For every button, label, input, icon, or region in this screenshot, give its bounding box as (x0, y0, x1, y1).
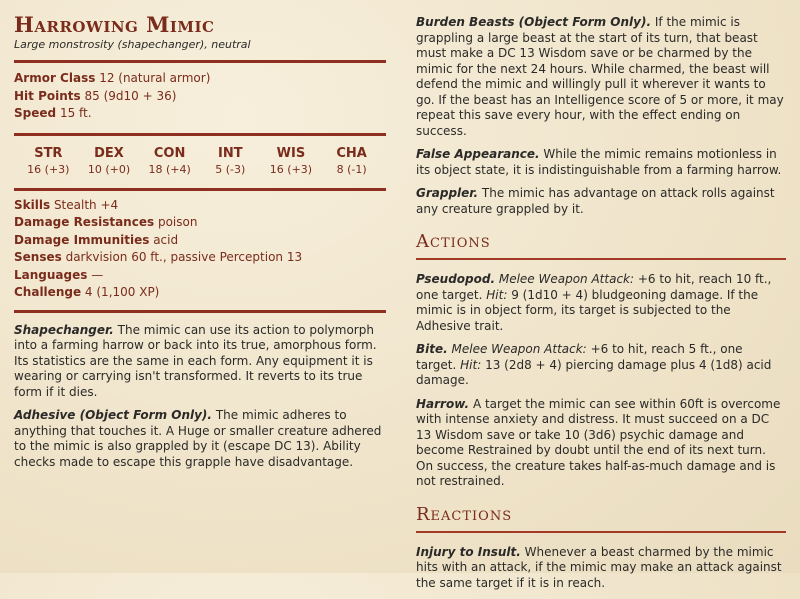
damage-resistances: Damage Resistances poison (14, 215, 198, 229)
action-pseudopod: Pseudopod. Melee Weapon Attack: +6 to hit, reach 10 ft., one target. Hit: 9 (1d10 + 4) bludgeoning damage. If the mimic is in object form, its target is subjected to the Adhesive trait. (416, 272, 772, 333)
right-column (416, 15, 786, 599)
ability-int: INT 5 (-3) (215, 145, 246, 176)
speed: Speed 15 ft. (14, 106, 92, 120)
ability-dex: DEX 10 (+0) (87, 145, 131, 176)
monster-name: Harrowing Mimic (14, 12, 215, 37)
damage-immunities: Damage Immunities acid (14, 232, 179, 247)
challenge: Challenge 4 (1,100 XP) (14, 285, 160, 299)
ability-str: STR 16 (+3) (27, 145, 70, 176)
reaction-injury-to-insult: Injury to Insult. Whenever a beast charmed by the mimic hits with an attack, if the mimic may make an attack against the same target if it is in reach. (416, 544, 782, 590)
divider (14, 133, 386, 136)
ability-wis: WIS 16 (+3) (269, 145, 313, 176)
hit-points: Hit Points 85 (9d10 + 36) (14, 88, 177, 103)
armor-class: Armor Class 12 (natural armor) (14, 71, 211, 85)
ability-cha: CHA 8 (-1) (336, 145, 367, 176)
monster-type: Large monstrosity (shapechanger), neutral (14, 38, 251, 51)
trait-grappler: Grappler. The mimic has advantage on attack rolls against any creature grappled by it. (416, 186, 775, 216)
divider (14, 188, 386, 191)
trait-burden-beasts: Burden Beasts (Object Form Only). If the mimic is grappling a large beast at the start of its turn, that beast must make a DC 13 Wisdom save or be charmed by the mimic for the next 24 hours. While charmed, the beast will defend the mimic and willingly pull it wherever it wants to go. If the beast has an Intelligence score of 5 or more, it may repeat this save every hour, with the effect ending on success. (416, 15, 784, 138)
reactions-heading: Reactions (416, 504, 786, 533)
action-bite: Bite. Melee Weapon Attack: +6 to hit, reach 5 ft., one target. Hit: 13 (2d8 + 4) piercing damage plus 4 (1d8) acid damage. (416, 342, 772, 387)
ability-con: CON 18 (+4) (148, 145, 191, 176)
trait-false-appearance: False Appearance. While the mimic remains motionless in its object state, it is indistinguishable from a farming harrow. (416, 147, 782, 177)
left-column (14, 0, 386, 478)
ability-scores (14, 146, 386, 178)
skills: Skills Stealth +4 (14, 197, 119, 212)
action-harrow: Harrow. A target the mimic can see within 60ft is overcome with intense anxiety and distress. It must succeed on a DC 13 Wisdom save or take 10 (3d6) psychic damage and become Restrained by doubt until the end of its next turn. On success, the creature takes half-as-much damage and is not restrained. (416, 396, 781, 488)
trait-adhesive: Adhesive (Object Form Only). The mimic adheres to anything that touches it. A Huge or smaller creature adhered to the mimic is also grappled by it (escape DC 13). Ability checks made to escape this grapple have disadvantage. (14, 408, 382, 469)
actions-heading: Actions (416, 231, 786, 260)
languages: Languages — (14, 267, 104, 282)
senses: Senses darkvision 60 ft., passive Perception 13 (14, 250, 303, 264)
divider (14, 310, 386, 313)
divider (14, 60, 386, 63)
trait-shapechanger: Shapechanger. The mimic can use its action to polymorph into a farming harrow or back into its true, amorphous form. Its statistics are the same in each form. Any equipment it is wearing or carrying isn't transformed. It reverts to its true form if it dies. (14, 322, 377, 399)
